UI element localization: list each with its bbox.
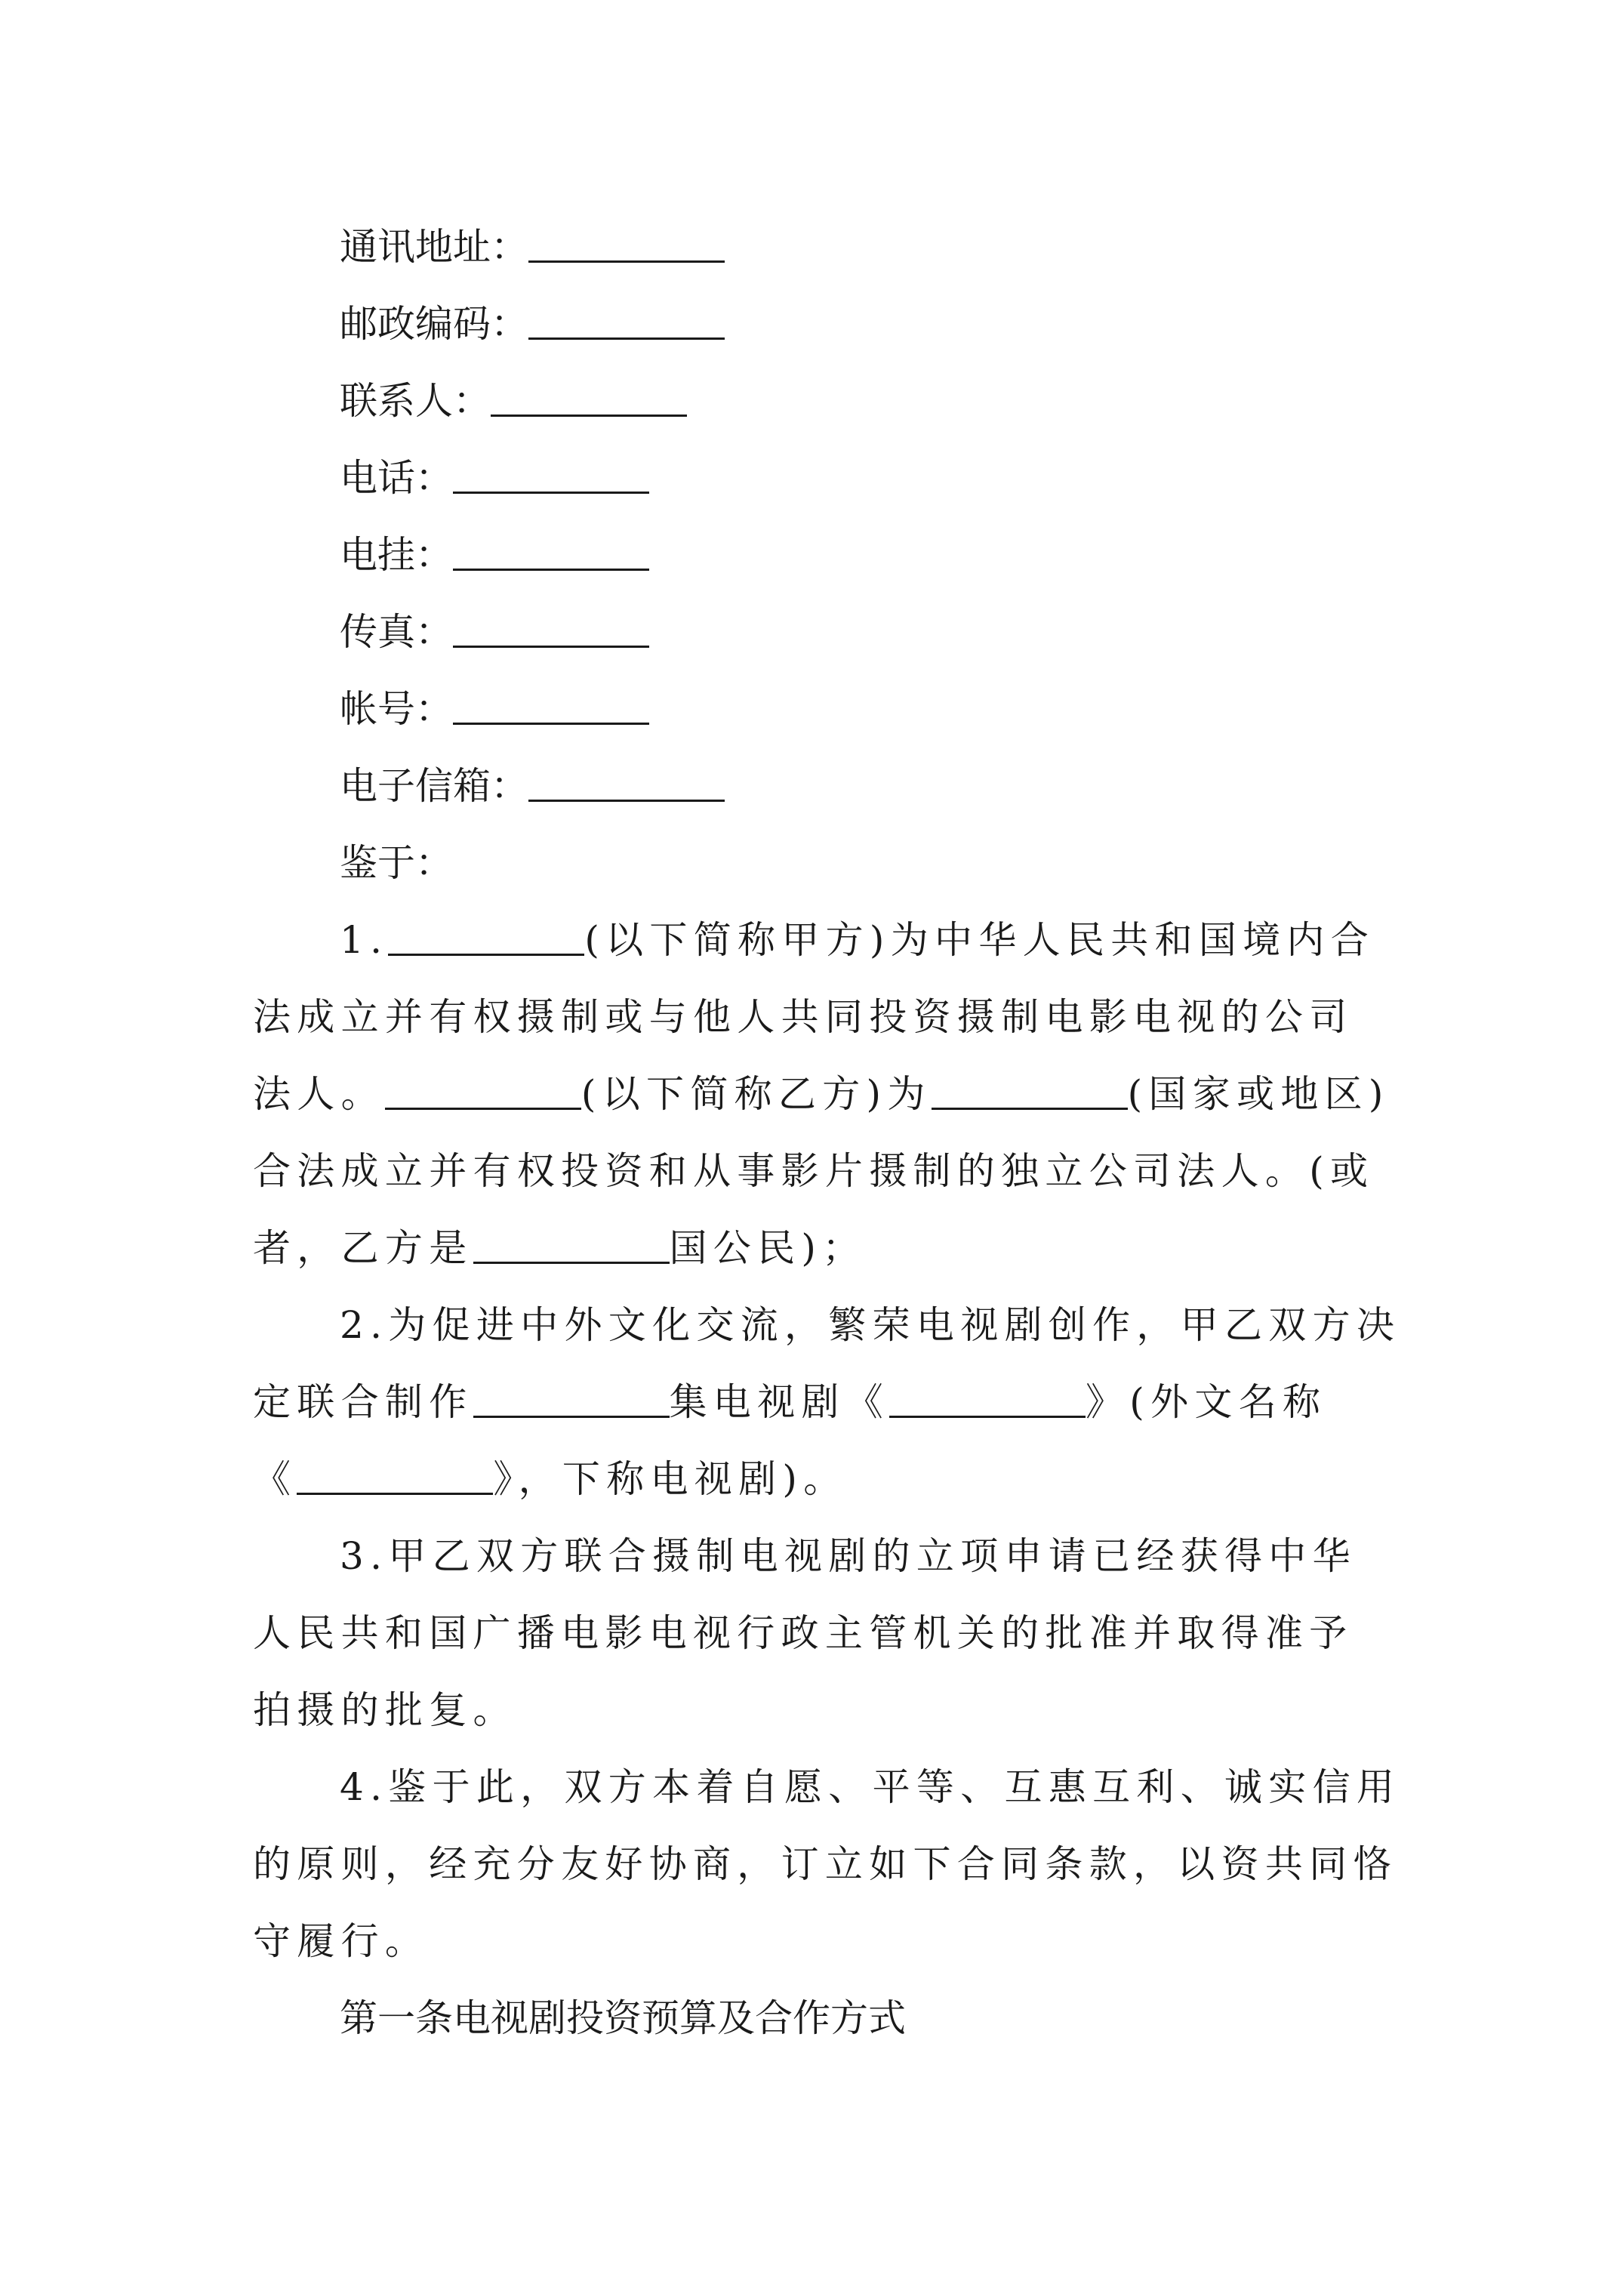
whereas-heading: 鉴于：: [340, 841, 453, 885]
article-1-heading: 第一条电视剧投资预算及合作方式: [340, 1996, 906, 2040]
field-label: 电子信箱：: [340, 764, 528, 808]
field-label: 电话：: [340, 456, 453, 500]
paragraph-3-line-3: 拍摄的批复。: [253, 1688, 517, 1732]
text: 者，乙方是: [253, 1226, 473, 1270]
field-phone: [340, 448, 1623, 508]
paragraph-3-line-2: 人民共和国广播电影电视行政主管机关的批准并取得准予: [253, 1611, 1354, 1655]
paragraph-4-line-3: 守履行。: [253, 1919, 430, 1963]
field-label: 通讯地址：: [340, 225, 528, 269]
field-label: 帐号：: [340, 687, 453, 731]
blank-line[interactable]: [453, 683, 649, 725]
text: (以下简称乙方)为: [581, 1072, 932, 1116]
text: (以下简称甲方)为中华人民共和国境内合: [584, 918, 1375, 962]
blank-line[interactable]: [528, 221, 725, 263]
field-email: [340, 756, 1623, 816]
field-label: 邮政编码：: [340, 302, 528, 346]
text: (国家或地区): [1127, 1072, 1390, 1116]
blank-line[interactable]: [385, 1068, 581, 1110]
blank-line[interactable]: [473, 1376, 670, 1418]
field-contact: [340, 371, 1623, 431]
paragraph-1-line-5: [253, 1218, 1623, 1278]
paragraph-1-line-1: [340, 910, 1623, 970]
paragraph-2-line-3: [253, 1449, 1623, 1509]
text: 国公民)；: [669, 1226, 867, 1270]
field-telegraph: [340, 525, 1623, 585]
field-label: 电挂：: [340, 533, 453, 577]
paragraph-3-line-1: 3.甲乙双方联合摄制电视剧的立项申请已经获得中华: [340, 1534, 1357, 1578]
paragraph-2-line-1: 2.为促进中外文化交流，繁荣电视剧创作，甲乙双方决: [340, 1303, 1401, 1347]
paragraph-1-line-3: [253, 1064, 1623, 1124]
field-fax: [340, 602, 1623, 662]
field-address: [340, 217, 1623, 277]
paragraph-1-line-4: 合法成立并有权投资和从事影片摄制的独立公司法人。(或: [253, 1149, 1375, 1193]
blank-line[interactable]: [473, 1222, 670, 1264]
field-label: 传真：: [340, 610, 453, 654]
paragraph-1-line-2: 法成立并有权摄制或与他人共同投资摄制电影电视的公司: [253, 995, 1354, 1039]
blank-line[interactable]: [388, 914, 584, 956]
blank-line[interactable]: [491, 375, 687, 417]
field-label: 联系人：: [340, 379, 491, 423]
blank-line[interactable]: [528, 760, 725, 802]
text: 法人。: [253, 1072, 385, 1116]
blank-line[interactable]: [932, 1068, 1128, 1110]
field-postcode: [340, 294, 1623, 354]
text: 集电视剧《: [669, 1380, 889, 1424]
text: 定联合制作: [253, 1380, 473, 1424]
field-account: [340, 679, 1623, 739]
text: 1.: [340, 918, 389, 962]
blank-line[interactable]: [453, 606, 649, 648]
blank-line[interactable]: [453, 529, 649, 571]
paragraph-4-line-2: 的原则，经充分友好协商，订立如下合同条款，以资共同恪: [253, 1842, 1397, 1886]
text: 》(外文名称: [1086, 1380, 1327, 1424]
text: 《: [253, 1457, 297, 1501]
blank-line[interactable]: [297, 1453, 493, 1495]
paragraph-2-line-2: [253, 1372, 1623, 1432]
blank-line[interactable]: [889, 1376, 1086, 1418]
blank-line[interactable]: [528, 298, 725, 340]
blank-line[interactable]: [453, 452, 649, 494]
paragraph-4-line-1: 4.鉴于此，双方本着自愿、平等、互惠互利、诚实信用: [340, 1765, 1401, 1809]
text: 》，下称电视剧)。: [493, 1457, 848, 1501]
